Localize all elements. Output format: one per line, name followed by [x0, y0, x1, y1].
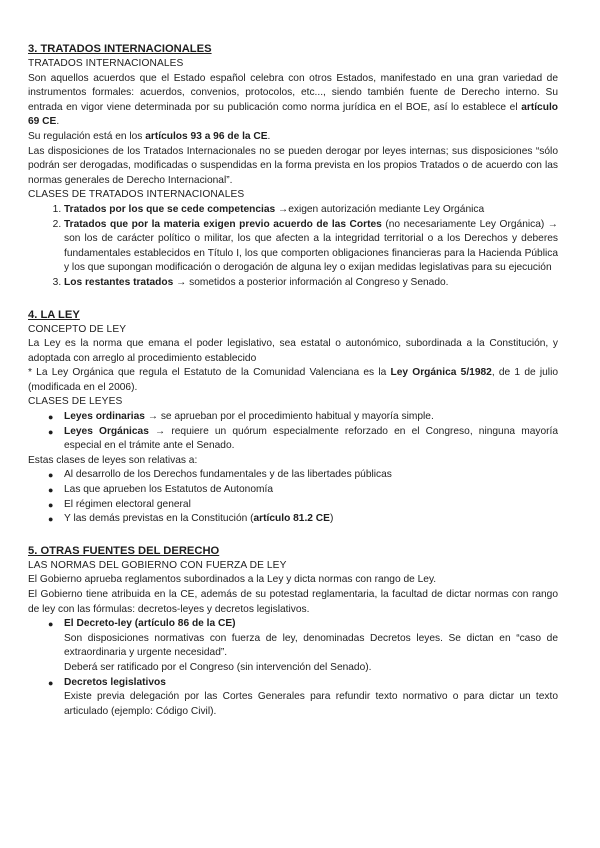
- spacer: [28, 527, 558, 536]
- bullet-icon: ●: [48, 619, 54, 630]
- list-item: ● Al desarrollo de los Derechos fundamentales y de las libertades públicas: [64, 468, 558, 483]
- bullet-icon: ●: [48, 677, 54, 688]
- list-item: ● Leyes ordinarias → se aprueban por el procedimiento habitual y mayoría simple.: [64, 410, 558, 425]
- section-3-title: 3. TRATADOS INTERNACIONALES: [28, 43, 212, 55]
- spacer: [28, 291, 558, 300]
- section-5-subtitle: LAS NORMAS DEL GOBIERNO CON FUERZA DE LEY: [28, 559, 287, 571]
- list-item: ● Y las demás previstas en la Constitución (artículo 81.2 CE): [64, 512, 558, 527]
- section-5-title: 5. OTRAS FUENTES DEL DERECHO: [28, 544, 220, 557]
- section-3-paragraph-3: Las disposiciones de los Tratados Internacionales no se pueden derogar por leyes internas; sus disposiciones “sólo podrán ser derogadas, modificadas o suspendidas en la forma prevista en los propios Tratados o de acuerdo con las normas generales de Derecho Internacional”.: [28, 145, 558, 186]
- spacer: [28, 536, 558, 544]
- list-item: ● Leyes Orgánicas → requiere un quórum especialmente reforzado en el Congreso, ninguna mayoría especial en el trámite ante el Senado.: [48, 425, 559, 452]
- section-3-subtitle: TRATADOS INTERNACIONALES: [28, 58, 184, 69]
- list-item: 1. Tratados por los que se cede competencias →exigen autorización mediante Ley Orgánica: [64, 203, 558, 218]
- section-4-paragraph-1: La Ley es la norma que emana el poder legislativo, sea estatal o autonómico, subordinada a la Constitución, y adoptada con arreglo al procedimiento establecido: [28, 338, 558, 364]
- section-4-subtitle-2: CLASES DE LEYES: [28, 396, 123, 408]
- section-5-paragraph-1: El Gobierno aprueba reglamentos subordinados a la Ley y dicta normas con rango de Ley.: [28, 574, 437, 586]
- bullet-icon: ●: [48, 499, 54, 510]
- decreto-legislativo-paragraph: Existe previa delegación por las Cortes Generales para refundir texto normativo o para dictar un texto articulado (ejemplo: Código Civil).: [64, 691, 558, 717]
- decreto-ley-paragraph-2: Deberá ser ratificado por el Congreso (sin intervención del Senado).: [64, 661, 372, 673]
- organic-law-scope-list: [28, 468, 558, 526]
- bullet-icon: ●: [48, 470, 54, 481]
- list-item: ● Las que aprueben los Estatutos de Autonomía: [64, 483, 558, 498]
- bullet-icon: ●: [48, 426, 54, 437]
- list-item: 2. Tratados que por la materia exigen previo acuerdo de las Cortes (no necesariamente Ley Orgánica) → son los de carácter político o militar, los que afecten a la integridad territorial o a los Derechos y deberes fundamentales establecidos en Título I, los que comporten obligaciones financieras para la Hacienda Pública y los que supongan modificación o derogación de alguna ley o exijan medidas legislativas para su ejecución: [64, 218, 558, 276]
- section-4-paragraph-2: * La Ley Orgánica que regula el Estatuto de la Comunidad Valenciana es la Ley Orgánica 5/1982, de 1 de julio (modificada en el 2006).: [28, 367, 558, 393]
- decreto-ley-paragraph-1: Son disposiciones normativas con fuerza de ley, denominadas Decretos leyes. Se dictan en “caso de extraordinaria y urgente necesidad”.: [64, 632, 558, 659]
- section-3-subtitle-2: CLASES DE TRATADOS INTERNACIONALES: [28, 189, 245, 201]
- government-norms-list: [28, 617, 558, 719]
- list-item: ● El régimen electoral general: [64, 498, 558, 513]
- section-4-paragraph-3: Estas clases de leyes son relativas a:: [28, 454, 198, 466]
- section-4-title: 4. LA LEY: [28, 308, 80, 321]
- list-item: 3. Los restantes tratados → sometidos a posterior información al Congreso y Senado.: [64, 276, 558, 291]
- section-5-paragraph-2: El Gobierno tiene atribuida en la CE, además de su potestad reglamentaria, la facultad de dictar normas con rango de ley con las fórmulas: decretos-leyes y decretos legislativos.: [28, 589, 558, 615]
- list-item: ● El Decreto-ley (artículo 86 de la CE) Son disposiciones normativas con fuerza de ley, denominadas Decretos leyes. Se dictan en “caso de extraordinaria y urgente necesidad”. Deberá ser ratificado por el Congreso (sin intervención del Senado).: [64, 617, 558, 675]
- bullet-icon: ●: [48, 514, 54, 525]
- document-page: [28, 42, 558, 719]
- section-3-paragraph-2: Su regulación está en los artículos 93 a 96 de la CE.: [28, 130, 271, 142]
- list-item: ● Decretos legislativos Existe previa delegación por las Cortes Generales para refundir texto normativo o para dictar un texto articulado (ejemplo: Código Civil).: [64, 676, 558, 720]
- spacer: [28, 300, 558, 308]
- section-3-paragraph-1: Son aquellos acuerdos que el Estado español celebra con otros Estados, manifestado en una gran variedad de instrumentos formales: acuerdos, convenios, protocolos, etc..., siendo también fuente de Derecho interno. Su entrada en vigor viene determinada por su publicación como norma jurídica en el BOE, así lo establece el artículo 69 CE.: [28, 72, 558, 128]
- treaty-types-list: [28, 203, 558, 291]
- section-4-subtitle: CONCEPTO DE LEY: [28, 323, 127, 335]
- law-types-list: [28, 410, 558, 454]
- bullet-icon: ●: [48, 412, 54, 423]
- bullet-icon: ●: [48, 485, 54, 496]
